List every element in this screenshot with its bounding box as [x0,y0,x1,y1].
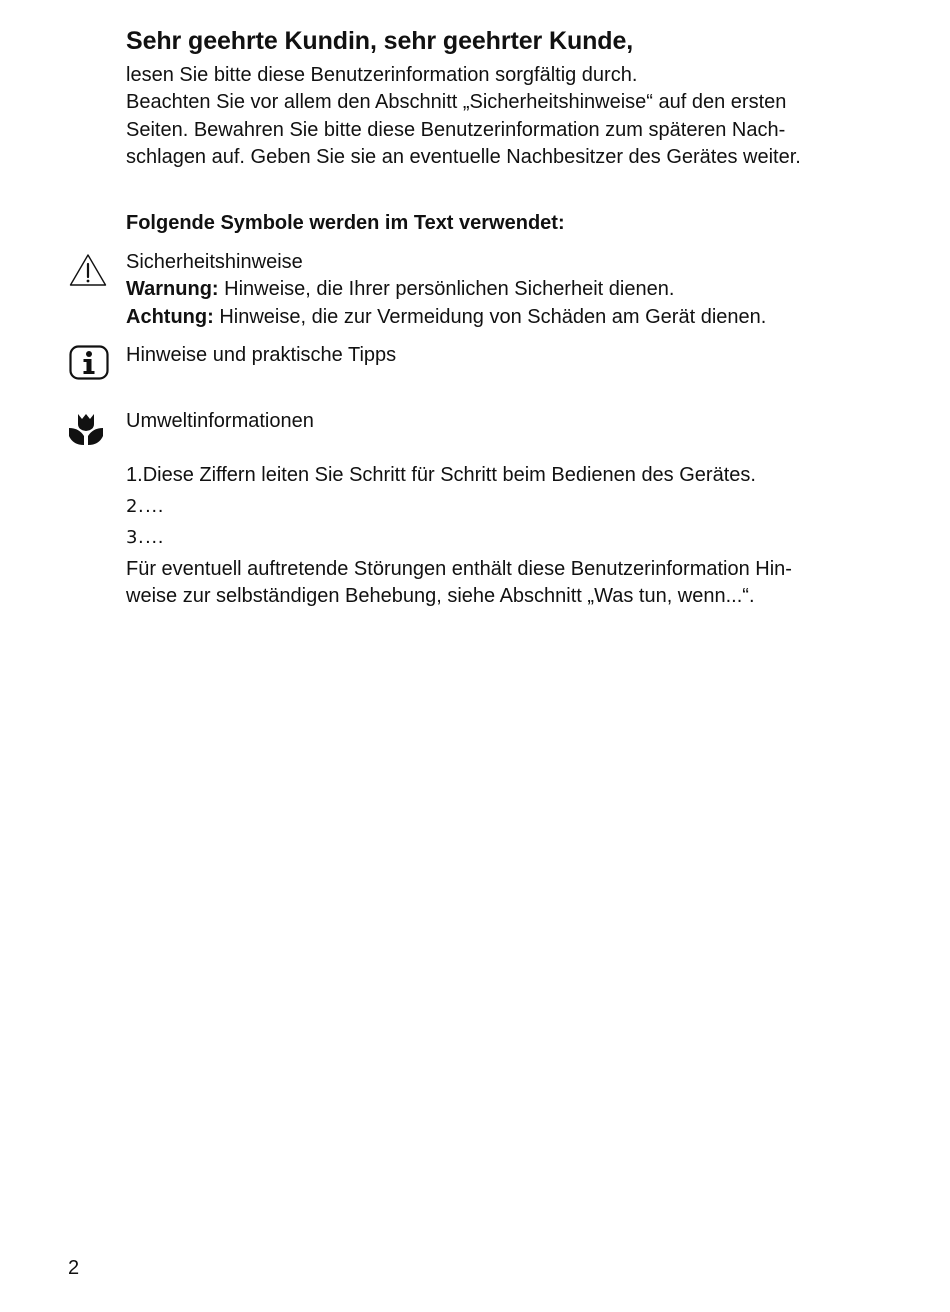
warning-text: Hinweise, die Ihrer persönlichen Sicherheit dienen. [218,278,675,301]
caution-line [126,304,906,331]
environment-block [126,408,906,435]
troubleshooting-line: weise zur selbständigen Behebung, siehe Abschnitt „Was tun, wenn...“. [126,585,755,608]
troubleshooting-line: Für eventuell auftretende Störungen enthält diese Benutzerinformation Hin- [126,558,792,580]
warning-line [126,276,906,303]
caution-text: Hinweise, die zur Vermeidung von Schäden am Gerät dienen. [213,305,767,328]
intro-line: Beachten Sie vor allem den Abschnitt „Sicherheitshinweise“ auf den ersten [126,91,787,114]
environment-flower-icon [68,412,104,448]
steps-list [126,462,906,551]
safety-label: Sicherheitshinweise [126,251,303,273]
intro-section [126,26,896,171]
step-text: Diese Ziffern leiten Sie Schritt für Schritt beim Bedienen des Gerätes. [142,464,756,486]
info-icon [69,345,109,381]
info-block [126,342,906,369]
step-number: 1. [126,464,143,486]
warning-term: Warnung: [126,278,219,301]
list-item [126,493,906,520]
step-number: 2. [126,496,145,517]
list-item [126,524,906,551]
intro-line: schlagen auf. Geben Sie sie an eventuelle Nachbesitzer des Gerätes weiter. [126,145,801,168]
step-number: 3. [126,527,145,548]
intro-line: lesen Sie bitte diese Benutzerinformation sorgfältig durch. [126,64,638,86]
intro-line: Seiten. Bewahren Sie bitte diese Benutzerinformation zum späteren Nach- [126,118,786,141]
page-title: Sehr geehrte Kundin, sehr geehrter Kunde, [126,27,634,55]
symbols-heading: Folgende Symbole werden im Text verwendet: [126,212,565,234]
step-text: … [144,526,165,548]
safety-notes-block [126,249,906,331]
list-item [126,462,906,489]
page-number: 2 [68,1257,80,1279]
step-text: … [144,495,165,517]
caution-term: Achtung: [126,305,214,328]
warning-triangle-icon [69,253,107,287]
intro-paragraph [126,62,896,171]
info-label: Hinweise und praktische Tipps [126,344,397,366]
environment-label: Umweltinformationen [126,410,314,432]
troubleshooting-paragraph [126,556,906,611]
